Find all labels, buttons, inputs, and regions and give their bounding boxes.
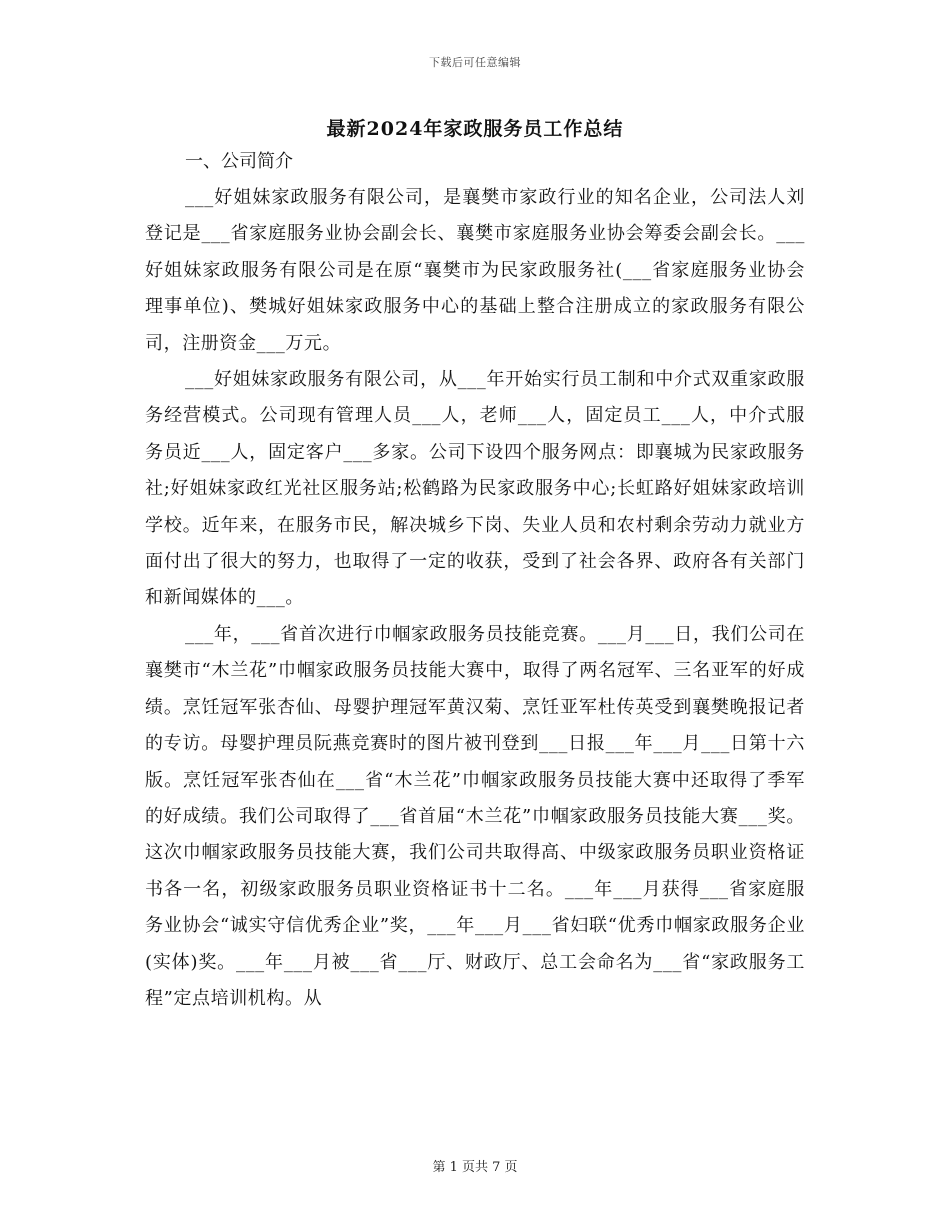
document-title: 最新2024年家政服务员工作总结 [326,118,624,140]
page-footer: 第 1 页共 7 页 [432,1160,518,1175]
page-header: 下载后可任意编辑 [429,56,521,69]
paragraph-business-model: ___好姐妹家政服务有限公司，从___年开始实行员工制和中介式双重家政服务经营模式。公司现有管理人员___人，老师___人，固定员工___人，中介式服务员近___人，固定客户___多家。公司下设四个服务网点：即襄城为民家政服务社;好姐妹家政红光社区服务站;松鹤路为民家政服务中心;长虹路好姐妹家政培训学校。近年来，在服务市民，解决城乡下岗、失业人员和农村剩余劳动力就业方面付出了很大的努力，也取得了一定的收获，受到了社会各界、政府各有关部门和新闻媒体的___。 [145,369,805,609]
document-body [145,144,805,1017]
paragraph-competition-awards: ___年，___省首次进行巾帼家政服务员技能竞赛。___月___日，我们公司在襄樊市“木兰花”巾帼家政服务员技能大赛中，取得了两名冠军、三名亚军的好成绩。烹饪冠军张杏仙、母婴护理冠军黄汉菊、烹饪亚军杜传英受到襄樊晚报记者的专访。母婴护理员阮燕竞赛时的图片被刊登到___日报___年___月___日第十六版。烹饪冠军张杏仙在___省“木兰花”巾帼家政服务员技能大赛中还取得了季军的好成绩。我们公司取得了___省首届“木兰花”巾帼家政服务员技能大赛___奖。这次巾帼家政服务员技能大赛，我们公司共取得高、中级家政服务员职业资格证书各一名，初级家政服务员职业资格证书十二名。___年___月获得___省家庭服务业协会“诚实守信优秀企业”奖，___年___月___省妇联“优秀巾帼家政服务企业(实体)奖。___年___月被___省___厅、财政厅、总工会命名为___省“家政服务工程”定点培训机构。从 [145,623,805,1009]
paragraph-company-intro: ___好姐妹家政服务有限公司，是襄樊市家政行业的知名企业，公司法人刘登记是___省家庭服务业协会副会长、襄樊市家庭服务业协会筹委会副会长。___好姐妹家政服务有限公司是在原“襄樊市为民家政服务社(___省家庭服务业协会理事单位)、樊城好姐妹家政服务中心的基础上整合注册成立的家政服务有限公司，注册资金___万元。 [145,187,805,354]
section-heading: 一、公司简介 [185,151,293,172]
